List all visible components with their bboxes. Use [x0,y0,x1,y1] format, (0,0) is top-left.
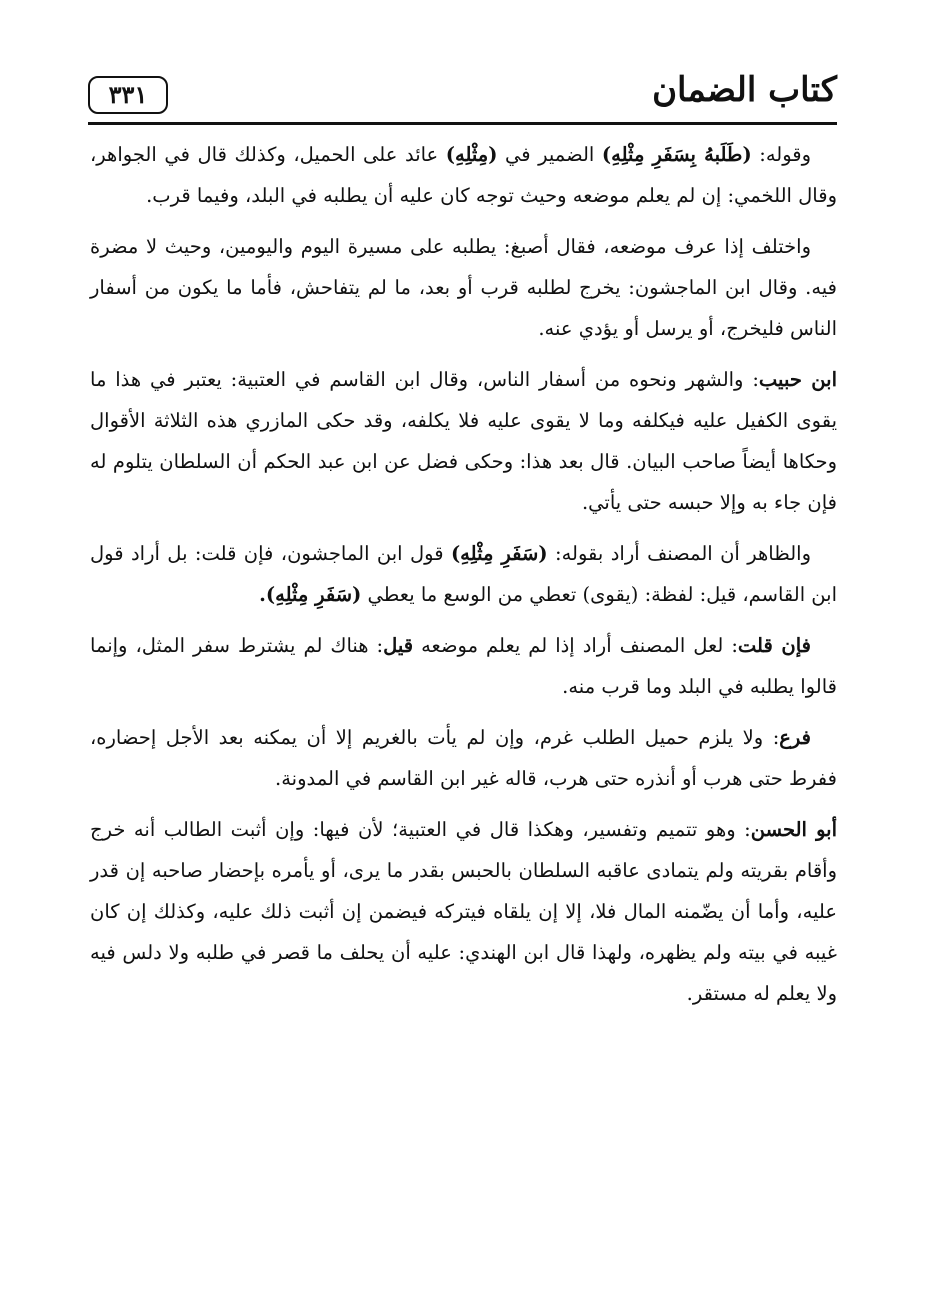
paragraph [90,717,837,799]
text-run: واختلف إذا عرف موضعه، فقال أصبغ: يطلبه على مسيرة اليوم واليومين، وحيث لا مضرة فيه. وقال ابن الماجشون: يخرج لطلبه قرب أو بعد، ما لم يتفاحش، فأما ما يكون من أسفار الناس فليخرج، أو يرسل أو يؤدي عنه. [90,235,837,340]
header-divider [88,122,837,125]
speaker-label: قيل [383,634,414,657]
quoted-term: (مِثْلِهِ) [445,143,498,166]
speaker-label: أبو الحسن [750,818,837,841]
text-run: الضمير في [497,143,602,166]
page-header [88,70,837,118]
text-run: : لعل المصنف أراد إذا لم يعلم موضعه [413,634,738,657]
text-run: : والشهر ونحوه من أسفار الناس، وقال ابن القاسم في العتبية: يعتبر في هذا ما يقوى الكفيل عليه فيكلفه وما لا يقوى عليه فلا يكلفه، وقد حكى المازري هذه الثلاثة الأقوال وحكاها أيضاً صاحب البيان. قال بعد هذا: وحكى فضل عن ابن عبد الحكم أن السلطان يتلوم له فإن جاء به وإلا حبسه حتى يأتي. [90,368,837,514]
text-run: وقوله: [751,143,812,166]
speaker-label: ابن حبيب [758,368,838,391]
text-run: عائد على الحميل، وكذلك قال في الجواهر، وقال اللخمي: إن لم يعلم موضعه وحيث توجه كان عليه أن يطلبه في البلد، وفيما قرب. [90,143,837,207]
quoted-term: (طَلَبهُ بِسَفَرِ مِثْلِهِ) [601,143,752,166]
paragraph [90,625,837,707]
text-run: : ولا يلزم حميل الطلب غرم، وإن لم يأت بالغريم إلا أن يمكنه بعد الأجل إحضاره، ففرط حتى هرب أو أنذره حتى هرب، قاله غير ابن القاسم في المدونة. [90,726,837,790]
paragraph [90,359,837,523]
quoted-term: (سَفَرِ مِثْلِهِ). [259,583,362,606]
book-title: كتاب الضمان [652,70,837,110]
section-label: فرع [779,726,811,749]
text-run: والظاهر أن المصنف أراد بقوله: [547,542,811,565]
text-run: قول ابن الماجشون، فإن قلت: بل أراد قول ابن القاسم، قيل: لفظة: (يقوى) تعطي من الوسع ما يعطي [90,542,837,606]
page-number: ٣٣١ [88,76,168,114]
text-run: : هناك لم يشترط سفر المثل، وإنما قالوا يطلبه في البلد وما قرب منه. [90,634,837,698]
quoted-term: (سَفَرِ مِثْلِهِ) [450,542,548,565]
speaker-label: فإن قلت [737,634,811,657]
page-body [90,134,837,1024]
paragraph [90,134,837,216]
paragraph [90,533,837,615]
text-run: : وهو تتميم وتفسير، وهكذا قال في العتبية؛ لأن فيها: وإن أثبت الطالب أنه خرج وأقام بقريته ولم يتمادى عاقبه السلطان بالحبس بقدر ما يرى، أو يأمره بإحضار صاحبه إن قدر عليه، وأما أن يضّمنه المال فلا، إلا إن يلقاه فيتركه فيضمن إن أثبت ذلك عليه، وكذلك إن كان غيبه في بيته ولم يظهره، ولهذا قال ابن الهندي: عليه أن يحلف ما قصر في طلبه ولا دلس فيه ولا يعلم له مستقر. [90,818,837,1005]
paragraph [90,226,837,349]
paragraph [90,809,837,1014]
